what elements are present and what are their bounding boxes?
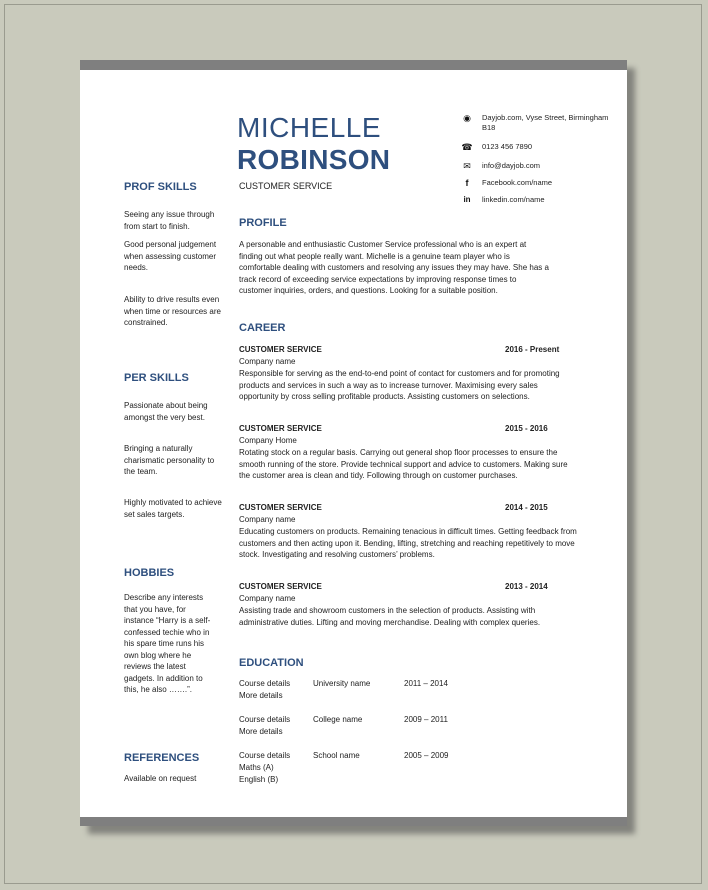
job-subtitle: CUSTOMER SERVICE [239,181,333,191]
job-dates: 2016 - Present [505,345,560,354]
job-company: Company name [239,515,296,524]
phone-icon: ☎ [461,142,473,152]
facebook-icon: f [465,178,469,188]
job-company: Company name [239,594,296,603]
per-skills-heading: PER SKILLS [124,372,189,384]
edu-school: School name [313,751,360,760]
profile-heading: PROFILE [239,217,287,229]
edu-years: 2011 – 2014 [404,679,448,688]
linkedin-icon: in [463,195,471,204]
edu-course [239,714,290,738]
edu-course-extra: Maths (A) [239,763,274,772]
hobbies-heading: HOBBIES [124,567,175,579]
phone-text: 0123 456 7890 [482,142,533,151]
resume-page [80,60,627,826]
top-bar [80,60,627,70]
job-description: Assisting trade and showroom customers in the selection of products. Assisting with administrative duties. Lifting and moving merchandise. Dealing with complex queries. [239,606,541,627]
edu-school: College name [313,715,363,724]
per-skill-item: Highly motivated to achieve set sales targets. [124,498,222,519]
hobbies-text: Describe any interests that you have, for instance “Harry is a self-confessed techie who in his spare time runs his own blog where he reviews the latest gadgets. In addition to this, he also …….”. [124,593,211,694]
edu-course-name: Course details [239,679,291,688]
bottom-bar [80,817,627,826]
career-heading: CAREER [239,322,286,334]
edu-course-extra: More details [239,691,283,700]
job-title: CUSTOMER SERVICE [239,345,322,354]
job-company: Company Home [239,436,297,445]
last-name: ROBINSON [237,144,391,175]
job-description: Responsible for serving as the end-to-end point of contact for customers and for promoting products and services in such a way as to increase turnover. Maximising every sales opportunity by cross selling profitable products. Assisting customers on selections. [239,369,560,401]
profile-text: A personable and enthusiastic Customer Service professional who is an expert at finding out what people really want. Michelle is a genuine team player who is comfortable dealing with customers and resolving any issues they may have. She has a track record of exceeding service expectations by improving response times to customer inquiries, orders, and questions. Looking for a suitable position. [239,240,549,295]
job-dates: 2014 - 2015 [505,503,548,512]
job-title: CUSTOMER SERVICE [239,424,322,433]
per-skill-item: Bringing a naturally charismatic personality to the team. [124,444,215,476]
prof-skill-item: Good personal judgement when assessing customer needs. [124,240,217,272]
edu-course-extra: English (B) [239,775,279,784]
edu-course-name: Course details [239,751,291,760]
address-text: Dayjob.com, Vyse Street, Birmingham B18 [482,113,609,132]
first-name: MICHELLE [237,112,382,143]
job-dates: 2015 - 2016 [505,424,548,433]
job-dates: 2013 - 2014 [505,582,548,591]
edu-school: University name [313,679,371,688]
facebook-text: Facebook.com/name [482,178,553,187]
email-text: info@dayjob.com [482,161,541,170]
references-text: Available on request [124,774,197,783]
map-pin-icon: ◉ [463,113,471,123]
prof-skills-heading: PROF SKILLS [124,181,197,193]
email-icon: ✉ [463,161,471,171]
job-description: Educating customers on products. Remaining tenacious in difficult times. Getting feedback from customers and then acting upon it. Bending, lifting, stretching and reaching repetitively to move stock. Investigating and resolving customers’ problems. [239,527,577,559]
job-company: Company name [239,357,296,366]
job-title: CUSTOMER SERVICE [239,582,322,591]
edu-years: 2005 – 2009 [404,751,449,760]
edu-years: 2009 – 2011 [404,715,448,724]
edu-course [239,750,290,786]
education-heading: EDUCATION [239,657,304,669]
prof-skill-item: Seeing any issue through from start to finish. [124,210,215,231]
edu-course-name: Course details [239,715,291,724]
linkedin-text: linkedin.com/name [482,195,545,204]
prof-skill-item: Ability to drive results even when time or resources are constrained. [124,295,221,327]
edu-course-extra: More details [239,727,283,736]
job-description: Rotating stock on a regular basis. Carrying out general shop floor processes to ensure the smooth running of the store. Provide technical support and advice to customers. Making sure the customer area is clean and tidy. Following through on customer purchases. [239,448,568,480]
references-heading: REFERENCES [124,752,200,764]
per-skill-item: Passionate about being amongst the very best. [124,401,208,422]
edu-course [239,678,290,702]
job-title: CUSTOMER SERVICE [239,503,322,512]
